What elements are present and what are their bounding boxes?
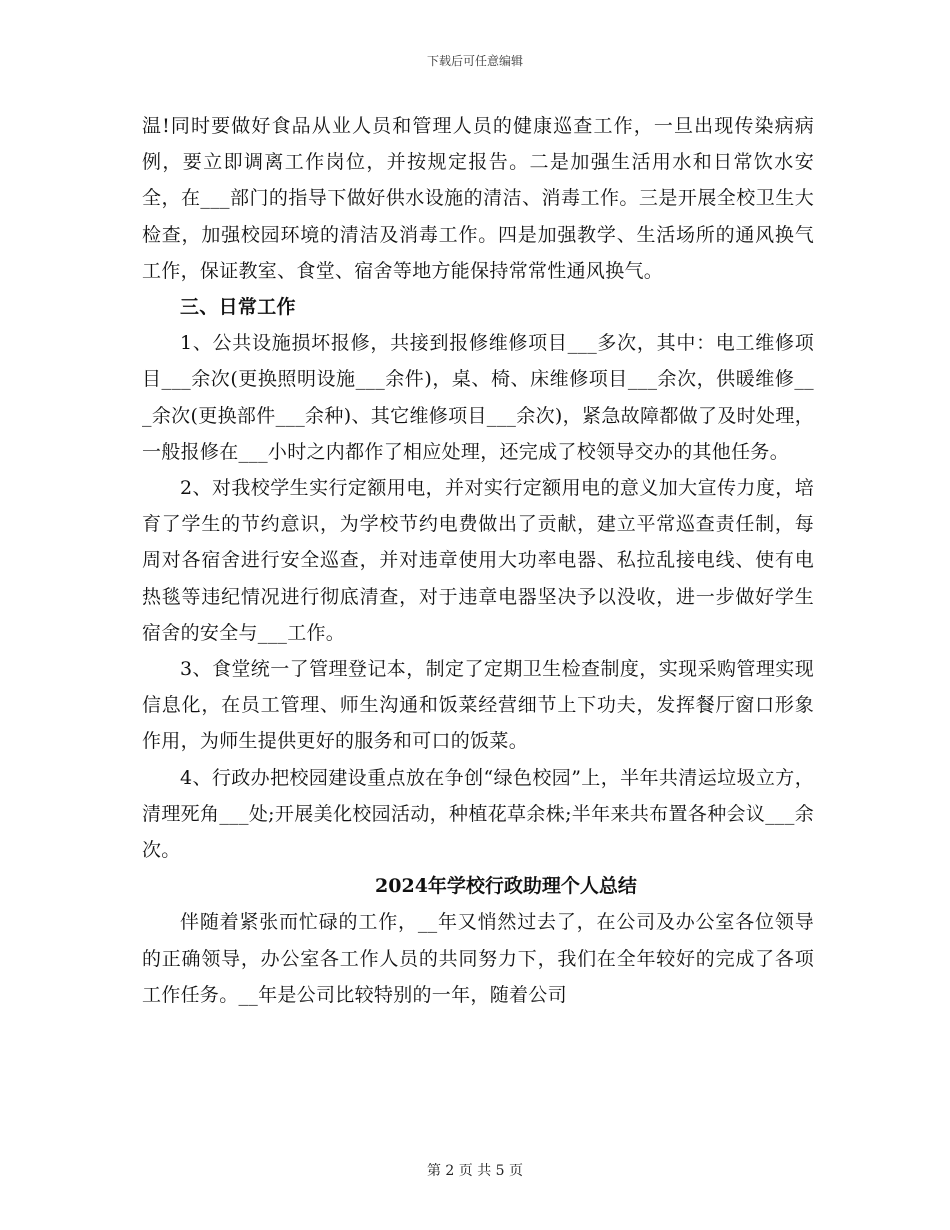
document-title: 2024年学校行政助理个人总结 bbox=[375, 875, 637, 898]
page-footer: 第 2 页 共 5 页 bbox=[426, 1163, 524, 1179]
paragraph-campus-green: 4、行政办把校园建设重点放在争创“绿色校园”上，半年共清运垃圾立方，清理死角___处;开展美化校园活动，种植花草余株;半年来共布置各种会议___余次。 bbox=[142, 766, 814, 862]
section-heading-daily-work: 三、日常工作 bbox=[180, 296, 296, 319]
paragraph-summary-intro: 伴随着紧张而忙碌的工作，__年又悄然过去了，在公司及办公室各位领导的正确领导，办公室各工作人员的共同努力下，我们在全年较好的完成了各项工作任务。__年是公司比较特别的一年，随着公司 bbox=[142, 911, 814, 1006]
paragraph-hygiene-continued: 温!同时要做好食品从业人员和管理人员的健康巡查工作，一旦出现传染病病例，要立即调离工作岗位，并按规定报告。二是加强生活用水和日常饮水安全，在___部门的指导下做好供水设施的清洁、消毒工作。三是开展全校卫生大检查，加强校园环境的清洁及消毒工作。四是加强教学、生活场所的通风换气工作，保证教室、食堂、宿舍等地方能保持常常性通风换气。 bbox=[142, 115, 814, 282]
paragraph-repairs: 1、公共设施损坏报修，共接到报修维修项目___多次，其中：电工维修项目___余次(更换照明设施___余件)，桌、椅、床维修项目___余次，供暖维修___余次(更换部件___余种)、其它维修项目___余次)，紧急故障都做了及时处理，一般报修在___小时之内都作了相应处理，还完成了校领导交办的其他任务。 bbox=[142, 332, 814, 463]
paragraph-electricity: 2、对我校学生实行定额用电，并对实行定额用电的意义加大宣传力度，培育了学生的节约意识，为学校节约电费做出了贡献，建立平常巡查责任制，每周对各宿舍进行安全巡查，并对违章使用大功率电器、私拉乱接电线、使有电热毯等违纪情况进行彻底清查，对于违章电器坚决予以没收，进一步做好学生宿舍的安全与___工作。 bbox=[142, 477, 814, 644]
paragraph-canteen: 3、食堂统一了管理登记本，制定了定期卫生检查制度，实现采购管理实现信息化，在员工管理、师生沟通和饭菜经营细节上下功夫，发挥餐厅窗口形象作用，为师生提供更好的服务和可口的饭菜。 bbox=[142, 658, 814, 753]
document-body bbox=[142, 108, 814, 1013]
page-header: 下载后可任意编辑 bbox=[426, 54, 523, 68]
